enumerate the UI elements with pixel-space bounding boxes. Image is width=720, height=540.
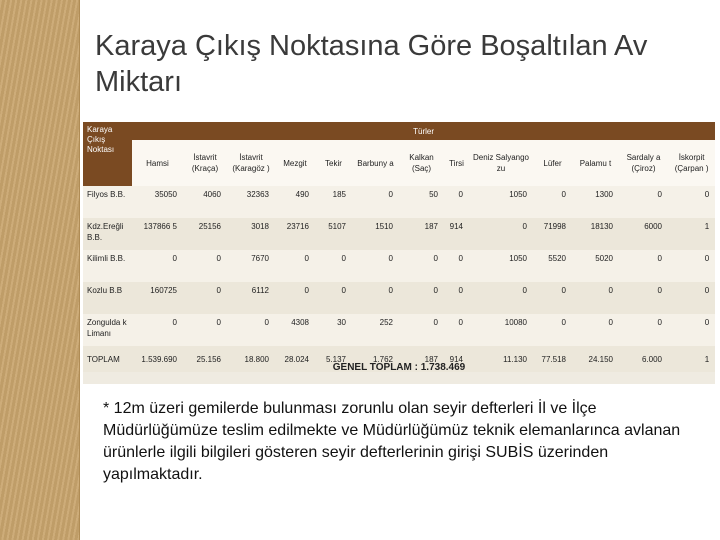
corner-header: Karaya Çıkış Noktası [83,122,132,186]
table-cell: 0 [619,250,668,282]
table-cell: 0 [469,218,533,250]
table-cell: 0 [315,250,352,282]
table-cell: 77.518 [533,346,572,372]
column-header: İskorpit (Çarpan ) [668,140,715,186]
table-cell: 5107 [315,218,352,250]
table-row [83,186,715,218]
table-cell: 187 [399,218,444,250]
table-cell: 0 [132,314,183,346]
column-header: Kalkan (Saç) [399,140,444,186]
table-cell: 5520 [533,250,572,282]
table-cell: 1300 [572,186,619,218]
page-title: Karaya Çıkış Noktasına Göre Boşaltılan Av Miktarı [95,30,648,98]
table-cell: 0 [183,282,227,314]
table-cell: 1 [668,218,715,250]
table-cell: 0 [227,314,275,346]
table-cell: 0 [444,282,469,314]
table-cell: 4308 [275,314,315,346]
column-header: Tirsi [444,140,469,186]
table-cell: 32363 [227,186,275,218]
table-cell: 0 [572,314,619,346]
table-row [83,282,715,314]
table-cell: 0 [533,314,572,346]
catch-table-container [83,122,715,384]
table-cell: 1050 [469,186,533,218]
row-label: Filyos B.B. [83,186,132,218]
table-cell: 6000 [619,218,668,250]
table-cell: 0 [444,250,469,282]
table-cell: 0 [399,250,444,282]
table-cell: 137866 5 [132,218,183,250]
table-cell: 30 [315,314,352,346]
table-cell: 0 [315,282,352,314]
table-cell: 3018 [227,218,275,250]
column-header: Barbuny a [352,140,399,186]
footnote: * 12m üzeri gemilerde bulunması zorunlu olan seyir defterleri İl ve İlçe Müdürlüğümüze teslim edilmekte ve Müdürlüğümüz teknik elemanlarınca avlanan ürünlerle ilgili bilgileri gösteren seyir defterlerinin girişi SUBİS üzerinden yapılmaktadır. [103,400,681,483]
table-cell: 7670 [227,250,275,282]
row-label: Kozlu B.B [83,282,132,314]
column-header: Mezgit [275,140,315,186]
table-cell: 24.150 [572,346,619,372]
table-cell: 0 [619,186,668,218]
table-cell: 28.024 [275,346,315,372]
group-header: Türler [132,122,715,140]
table-cell: 25.156 [183,346,227,372]
side-divider [79,0,80,540]
table-cell: 5.137 [315,346,352,372]
row-label: Kdz.Ereğli B.B. [83,218,132,250]
column-header: Palamu t [572,140,619,186]
catch-table [83,122,715,372]
table-cell: 0 [668,314,715,346]
table-cell: 185 [315,186,352,218]
table-cell: 160725 [132,282,183,314]
table-cell: 6.000 [619,346,668,372]
table-cell: 0 [444,314,469,346]
table-cell: 0 [572,282,619,314]
table-cell: 0 [275,282,315,314]
table-cell: 0 [352,186,399,218]
row-label: Zongulda k Limanı [83,314,132,346]
table-cell: 0 [183,250,227,282]
table-cell: 1510 [352,218,399,250]
table-cell: 11.130 [469,346,533,372]
table-cell: 0 [275,250,315,282]
table-row [83,250,715,282]
table-cell: 0 [352,282,399,314]
column-header: Deniz Salyango zu [469,140,533,186]
table-cell: 914 [444,218,469,250]
table-cell: 25156 [183,218,227,250]
table-cell: 23716 [275,218,315,250]
table-cell: 490 [275,186,315,218]
table-cell: 0 [619,282,668,314]
table-cell: 0 [352,250,399,282]
table-cell: 252 [352,314,399,346]
table-cell: 187 [399,346,444,372]
column-header: İstavrit (Karagöz ) [227,140,275,186]
table-cell: 1.539.690 [132,346,183,372]
column-header: Tekir [315,140,352,186]
table-cell: 4060 [183,186,227,218]
table-cell: 6112 [227,282,275,314]
table-cell: 1050 [469,250,533,282]
decorative-side-band [0,0,79,540]
table-cell: 0 [668,282,715,314]
table-cell: 0 [619,314,668,346]
table-cell: 5020 [572,250,619,282]
table-cell: 0 [533,186,572,218]
column-header-row [83,140,715,186]
table-cell: 0 [132,250,183,282]
table-cell: 35050 [132,186,183,218]
table-cell: 0 [668,250,715,282]
column-header: Hamsi [132,140,183,186]
header-group-row [83,122,715,140]
table-cell: 1.762 [352,346,399,372]
table-cell: 914 [444,346,469,372]
table-cell: 0 [444,186,469,218]
table-cell: 0 [469,282,533,314]
column-header: Sardaly a (Çiroz) [619,140,668,186]
table-cell: 0 [668,186,715,218]
table-cell: 71998 [533,218,572,250]
table-cell: 0 [399,282,444,314]
table-row [83,314,715,346]
row-label: Kilimli B.B. [83,250,132,282]
row-label: TOPLAM [83,346,132,372]
table-cell: 50 [399,186,444,218]
grand-total: GENEL TOPLAM : 1.738.469 [332,362,466,373]
column-header: Lüfer [533,140,572,186]
table-cell: 10080 [469,314,533,346]
column-header: İstavrit (Kraça) [183,140,227,186]
table-cell: 0 [399,314,444,346]
table-cell: 0 [183,314,227,346]
table-cell: 0 [533,282,572,314]
table-row [83,218,715,250]
table-cell: 18.800 [227,346,275,372]
table-cell: 1 [668,346,715,372]
table-cell: 18130 [572,218,619,250]
